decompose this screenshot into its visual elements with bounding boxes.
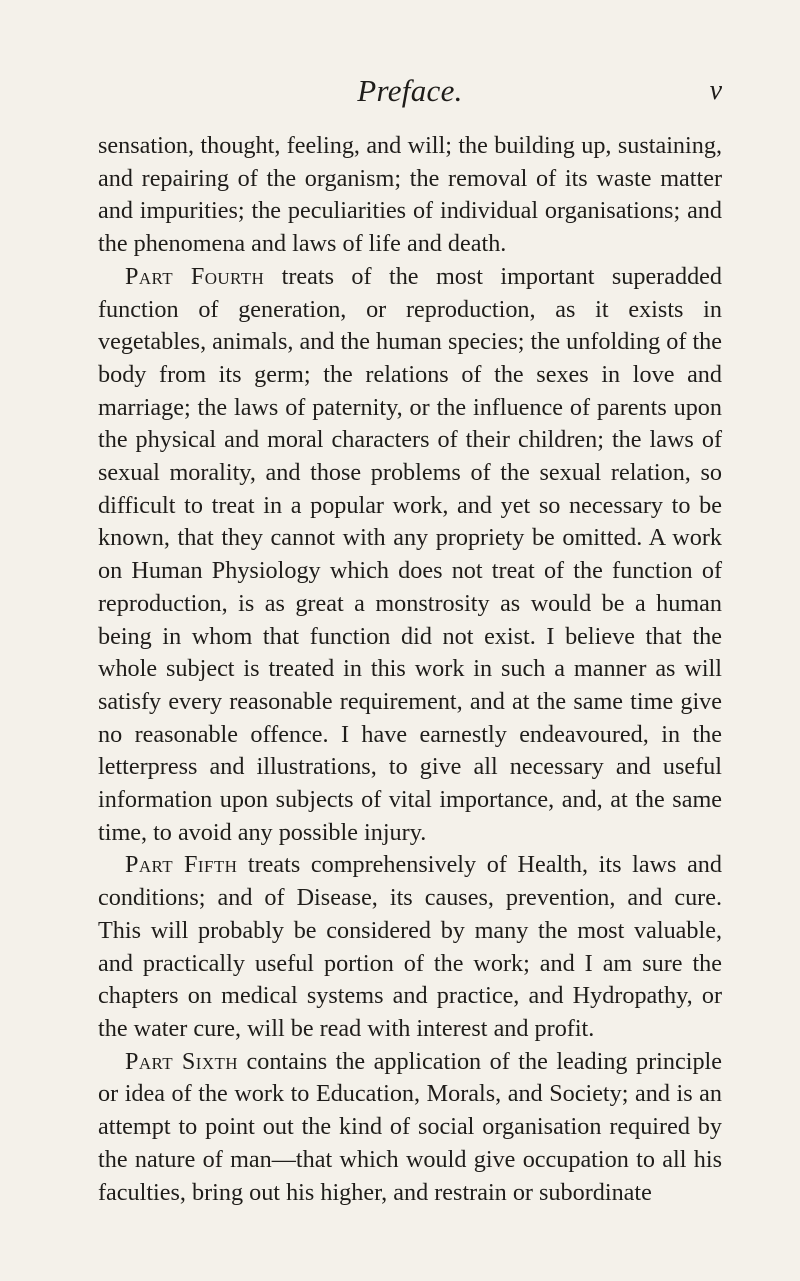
page-number: v [709,75,722,106]
page-header [98,70,722,112]
paragraph-part-sixth [98,1046,722,1210]
part-heading: Part Sixth [125,1047,238,1075]
paragraph-text: treats comprehensively of Health, its laws and conditions; and of Disease, its causes, prevention, and cure. This will probably be considered by many the most valuable, and practically useful portion of the work; and I am sure the chapters on medical systems and practice, and Hydropathy, or the water cure, will be read with interest and profit. [98,851,722,1042]
paragraph-continuation [98,130,722,261]
paragraph-text: contains the application of the leading principle or idea of the work to Education, Morals, and Society; and is an attempt to point out the kind of social organisation required by the nature of man—that which would give occupation to all his faculties, bring out his higher, and restrain or subordinate [98,1047,723,1206]
part-heading: Part Fourth [125,262,265,290]
paragraph-part-fifth [98,849,722,1045]
paragraph-text: sensation, thought, feeling, and will; the building up, sustaining, and repairing of the organism; the removal of its waste matter and impurities; the peculiarities of individual organisations; and the phenomena and laws of life and death. [98,132,722,258]
paragraph-text: treats of the most important superadded function of generation, or reproduction, as it exists in vegetables, animals, and the human species; the unfolding of the body from its germ; the relations of the sexes in love and marriage; the laws of paternity, or the influence of parents upon the physical and moral characters of their children; the laws of sexual morality, and those problems of the sexual relation, so difficult to treat in a popular work, and yet so necessary to be known, that they cannot with any propriety be omitted. A work on Human Physiology which does not treat of the function of reproduction, is as great a monstrosity as would be a human being in whom that function did not exist. I believe that the whole subject is treated in this work in such a manner as will satisfy every reasonable requirement, and at the same time give no reasonable offence. I have earnestly endeavoured, in the letterpress and illustrations, to give all necessary and useful information upon subjects of vital importance, and, at the same time, to avoid any possible injury. [98,262,722,846]
running-title: Preface. [357,73,463,108]
paragraph-part-fourth [98,261,722,850]
body-text [98,130,722,1209]
part-heading: Part Fifth [125,851,238,879]
